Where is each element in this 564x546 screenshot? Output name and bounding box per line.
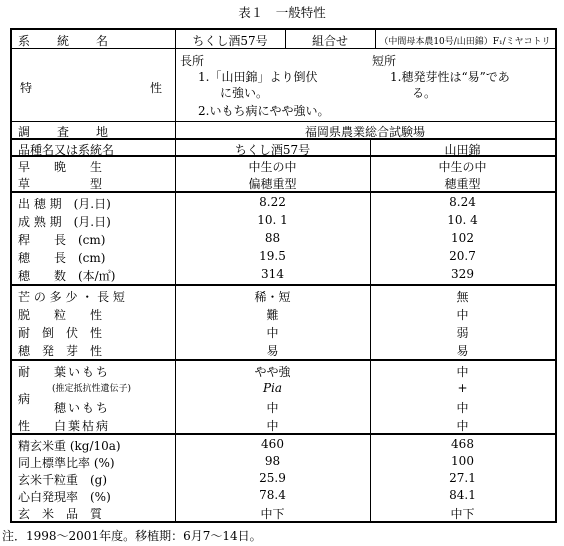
label-line-name: 系 統 名: [18, 34, 110, 48]
value-panicle-number-1: 314: [261, 267, 284, 281]
group-maturity: [12, 157, 555, 193]
value-resistance-gene-2: +: [457, 381, 468, 395]
column-1-header: ちくし酒57号: [234, 143, 311, 157]
value-panicle-length-1: 19.5: [259, 249, 286, 263]
label-heading-date: 出 穂 期 (月.日): [18, 197, 111, 211]
value-grain-weight-2: 27.1: [449, 471, 476, 485]
value-maturity-date-2: 10. 4: [447, 213, 478, 227]
group-yield-quality: [12, 435, 555, 521]
value-heading-date-1: 8.22: [259, 195, 286, 209]
value-lodging-2: 弱: [456, 326, 469, 340]
disease-side-3: 性: [18, 419, 31, 433]
combo-label: 組合せ: [311, 34, 348, 48]
demerit-1b: る。: [412, 86, 437, 100]
label-rice-quality: 玄 米 品 質: [18, 507, 103, 521]
label-panicle-length: 穂 長 (cm): [18, 251, 106, 265]
row-traits: [12, 49, 555, 122]
value-white-core-2: 84.1: [449, 488, 476, 502]
value-maturity-date-1: 10. 1: [257, 213, 288, 227]
group-growth: [12, 193, 555, 286]
value-plant-type-2: 穂重型: [444, 177, 481, 191]
merit-title: 長所: [180, 54, 205, 68]
value-resistance-gene-1: Pia: [262, 381, 283, 395]
value-leaf-blast-1: やや強: [254, 365, 291, 379]
label-earliness: 早 晩 生: [18, 160, 103, 174]
group-traits2: [12, 286, 555, 361]
value-sprouting-1: 易: [266, 344, 279, 358]
merit-1b: に強い。: [220, 86, 269, 100]
value-brown-rice-yield-2: 468: [451, 437, 474, 451]
demerit-1a: 1.穂発芽性は“易”であ: [390, 70, 510, 84]
disease-side-1: 耐: [18, 365, 31, 379]
value-lodging-1: 中: [266, 326, 279, 340]
label-brown-rice-yield: 精玄米重 (kg/10a): [18, 439, 121, 453]
value-panicle-length-2: 20.7: [449, 249, 476, 263]
value-culm-length-2: 102: [451, 231, 474, 245]
label-yield-ratio: 同上標準比率 (%): [18, 456, 115, 470]
value-plant-type-1: 偏穂重型: [248, 177, 297, 191]
label-panicle-blast: 穂いもち: [54, 401, 111, 415]
row-variety-header: [12, 140, 555, 157]
label-shattering: 脱 粒 性: [18, 308, 103, 322]
demerit-title: 短所: [372, 54, 397, 68]
characteristics-table: [10, 28, 557, 523]
value-awn-2: 無: [456, 290, 469, 304]
value-bacterial-blight-1: 中: [266, 419, 279, 433]
label-culm-length: 稈 長 (cm): [18, 233, 106, 247]
footnote: 注．1998～2001年度。移植期：6月7～14日。: [2, 529, 262, 543]
label-leaf-blast: 葉いもち: [54, 365, 111, 379]
value-heading-date-2: 8.24: [449, 195, 476, 209]
column-2-header: 山田錦: [444, 143, 481, 157]
line-name-value: ちくし酒57号: [192, 34, 268, 48]
value-brown-rice-yield-1: 460: [261, 437, 284, 451]
label-white-core: 心白発現率 (%): [18, 490, 111, 504]
value-bacterial-blight-2: 中: [456, 419, 469, 433]
label-grain-weight: 玄米千粒重 (g): [18, 473, 108, 487]
value-rice-quality-1: 中下: [260, 507, 285, 521]
label-maturity-date: 成 熟 期 (月.日): [18, 215, 111, 229]
value-yield-ratio-1: 98: [264, 454, 281, 468]
value-leaf-blast-2: 中: [456, 365, 469, 379]
label-plant-type: 草 型: [18, 177, 103, 191]
label-lodging: 耐 倒 伏 性: [18, 326, 103, 340]
value-culm-length-1: 88: [264, 231, 281, 245]
merit-2: 2.いもち病にやや強い。: [198, 104, 330, 118]
row-line-name: [12, 30, 555, 49]
disease-side-2: 病: [18, 392, 31, 406]
label-bacterial-blight: 白葉枯病: [54, 419, 111, 433]
value-earliness-1: 中生の中: [248, 160, 297, 174]
value-awn-1: 稀・短: [254, 290, 291, 304]
label-sprouting: 穂 発 芽 性: [18, 344, 103, 358]
merit-1a: 1.「山田錦」より倒伏: [198, 70, 318, 84]
value-panicle-number-2: 329: [451, 267, 474, 281]
value-rice-quality-2: 中下: [450, 507, 475, 521]
value-panicle-blast-1: 中: [266, 401, 279, 415]
value-sprouting-2: 易: [456, 344, 469, 358]
traits-label-right: 性: [150, 81, 163, 95]
value-panicle-blast-2: 中: [456, 401, 469, 415]
label-panicle-number: 穂 数 (本/㎡): [18, 269, 116, 283]
traits-label-left: 特: [20, 81, 33, 95]
site-value: 福岡県農業総合試験場: [304, 125, 425, 139]
label-awn: 芒 の 多 少 ・ 長 短: [18, 290, 125, 304]
table-title: 表１ 一般特性: [238, 5, 326, 20]
row-site: [12, 122, 555, 140]
value-white-core-1: 78.4: [259, 488, 286, 502]
value-shattering-1: 難: [266, 308, 279, 322]
group-disease: [12, 361, 555, 435]
label-resistance-gene: (推定抵抗性遺伝子): [52, 384, 132, 394]
value-yield-ratio-2: 100: [451, 454, 474, 468]
value-earliness-2: 中生の中: [438, 160, 487, 174]
variety-header-label: 品種名又は系統名: [18, 143, 115, 157]
value-grain-weight-1: 25.9: [259, 471, 286, 485]
value-shattering-2: 中: [456, 308, 469, 322]
site-label: 調 査 地: [18, 125, 110, 139]
combo-value: （中間母本農10号/山田錦）F₁/ミヤコトリ: [379, 37, 551, 47]
